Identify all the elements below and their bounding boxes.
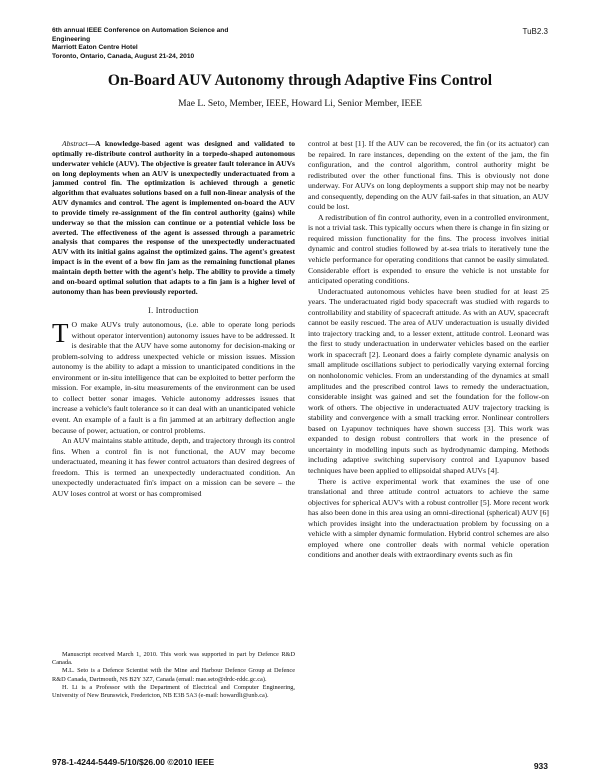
abstract-text: —A knowledge-based agent was designed and validated to optimally re-distribute control authority in a torpedo-shaped autonomous underwater vehicle (AUV). The objective is greater fault tolerance in AUVs on long deployments when an AUV is unexpectedly underactuated from a jammed control fin. The optimization is achieved through a genetic algorithm that evaluates solutions based on a full non-linear analysis of the AUV dynamics and control. The agent is implemented on-board the AUV to provide timely re-assignment of the fin control authority (gains) while underway so that the mission can continue or a potential vehicle loss be averted. The effectiveness of the agent is assessed through a parametric analysis that compares the response of the unexpectedly underactuated AUV with its initial gains against the optimized gains. The agent's greatest impact is in the event of a bow fin jam as the remaining functional planes maintain depth better with the agent's help. The ability to provide a timely and on-board optimal solution that adapts to a fin jam is a higher level of autonomy than has been previously reported. xyxy=(52,139,295,296)
location-date-line: Toronto, Ontario, Canada, August 21-24, 2010 xyxy=(52,52,195,60)
body-paragraph: An AUV maintains stable attitude, depth, and trajectory through its control fins. When a control fin is not functional, the AUV may become underactuated, meaning it has fewer control actuators than desired degrees of freedom. This is termed an unexpectedly underactuated condition. An unexpectedly underactuated fin's impact on a mission can be severe – the AUV loses control at worst or has compromised xyxy=(52,436,295,498)
body-paragraph: There is active experimental work that examines the use of one translational and three attitude control actuators to achieve the same objectives for spherical AUV's with a robust controller [5]. More recent work has also been done in this area using an omni-directional (spherical) AUV [6] which provides insight into the underactuation problem by focussing on a vehicle with a simpler dynamic formulation. Hybrid control schemes are also employed where one controller deals with normal vehicle operation conditions and another deals with extraordinary events such as fin xyxy=(308,476,549,560)
abstract-label: Abstract xyxy=(62,139,88,148)
footnote: Manuscript received March 1, 2010. This work was supported in part by Defence R&D Canada. xyxy=(52,651,295,667)
section-heading-introduction: I. Introduction xyxy=(148,305,199,315)
conference-line: 6th annual IEEE Conference on Automation Science and xyxy=(52,27,229,34)
left-column xyxy=(52,139,295,499)
authors: Mae L. Seto, Member, IEEE, Howard Li, Senior Member, IEEE xyxy=(178,99,422,109)
abstract xyxy=(52,139,295,297)
body-paragraph: Underactuated autonomous vehicles have been studied for at least 25 years. The underactuated rigid body spacecraft was studied with regards to controllability and stability of spacecraft attitude. As with an AUV, spacecraft cannot be easily rescued. The area of AUV underactuation is usually divided into trajectory tracking and, to a lesser extent, attitude control. Leonard was the first to study underactuation in underwater vehicles based on the earlier work in spacecraft [2]. Leonard does a fairly complete dynamic analysis on small amplitude oscillations subject to periodically varying external forcing on nonholonomic vehicles. From an understanding of the dynamics at small amplitudes and the prescribed control laws to remedy the underactuation, considerable insight was gained and set the foundation for the follow-on work of others. The objective in underactuated AUV trajectory tracking is stability and convergence with a small tracking error. Nonlinear controllers based on Lyapunov techniques have shown success [3]. This work was expanded to design robust controllers that work in the presence of uncertainty in modelling inputs such as hydrodynamic damping. Methods including adaptive switching supervisory control and Lyapunov based techniques have been applied to ellipsoidal shaped AUVs [4]. xyxy=(308,286,549,475)
conference-line: Engineering xyxy=(52,35,91,43)
page-number: 933 xyxy=(533,761,548,771)
paper-title: On-Board AUV Autonomy through Adaptive Fins Control xyxy=(107,72,493,89)
venue-line: Marriott Eaton Centre Hotel xyxy=(52,44,138,51)
right-column xyxy=(308,139,549,561)
body-paragraph: A redistribution of fin control authority, even in a controlled environment, is not a trivial task. This typically occurs when there is change in fin sizing or required mission functionality for the fins. The process involves initial dynamic and control studies followed by at-sea trials to iteratively tune the vehicle performance for operating conditions that cannot be easily simulated. Considerable effort is expended to ensure the vehicle is not unstable for anticipated operating conditions. xyxy=(308,212,549,286)
footnote: M.L. Seto is a Defence Scientist with the Mine and Harbour Defence Group at Defence R&D Canada, Dartmouth, NS B2Y 3Z7, Canada (email: mae.seto@drdc-rddc.gc.ca). xyxy=(52,667,295,683)
body-paragraph: control at best [1]. If the AUV can be recovered, the fin (or its actuator) can be repaired. In rare instances, depending on the extent of the jam, the fin configuration, and the control algorithm, control authority might be redistributed over the other functional fins. This is obviously not done underway. For AUVs on long deployments a support ship may not be nearby and consequently, depending on the AUV fail-safes in that situation, an AUV could be lost. xyxy=(308,139,549,212)
author-line xyxy=(0,99,600,109)
drop-cap: T xyxy=(52,318,69,349)
intro-paragraph xyxy=(52,320,295,436)
footnotes xyxy=(52,651,295,700)
conference-header xyxy=(52,27,352,61)
intro-paragraph-text: O make AUVs truly autonomous, (i.e. able to operate long periods without operator intervention) autonomy issues have to be addressed. It is desirable that the AUV have some autonomy for decision-making or problem-solving to address unexpected vehicle or mission issues. Mission autonomy is the ability to adapt a mission to unanticipated conditions in the environment or in-situ intelligence that can be exploited to better perform the mission. For example, in-situ measurements of the environment can be used to collect better sonar images. Vehicle autonomy addresses issues that increase a vehicle's fault tolerance so it can deal with an unanticipated vehicle event. An example of a fault is a fin jammed at an arbitrary deflection angle because of power, actuation, or control problems. xyxy=(52,320,295,435)
footnote: H. Li is a Professor with the Department of Electrical and Computer Engineering, University of New Brunswick, Fredericton, NB E3B 5A3 (e-mail: howardli@unb.ca). xyxy=(52,683,295,700)
session-code: TuB2.3 xyxy=(522,27,548,36)
isbn-copyright: 978-1-4244-5449-5/10/$26.00 ©2010 IEEE xyxy=(52,757,215,767)
